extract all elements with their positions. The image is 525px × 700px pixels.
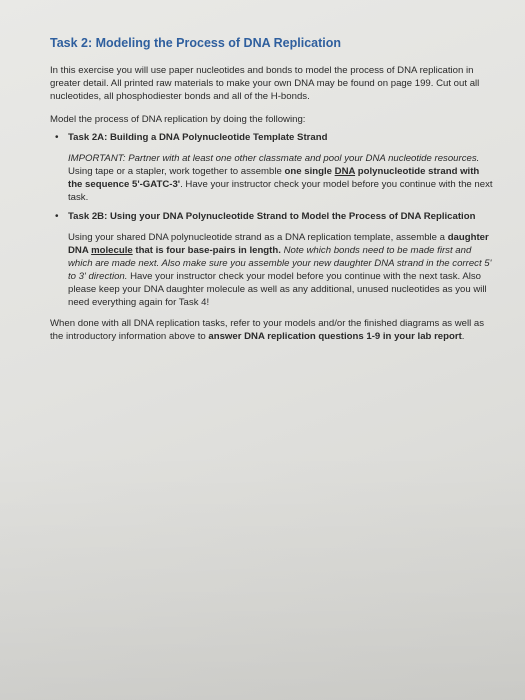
closing-bold: answer DNA replication questions 1-9 in your lab report — [208, 331, 462, 342]
closing-text-1: When done with all DNA replication tasks, refer to your models and/or the finished diagrams as well as the introductory information above to — [50, 318, 485, 342]
task-2b-heading: Task 2B: Using your DNA Polynucleotide Strand to Model the Process of DNA Replication — [68, 211, 476, 222]
intro-paragraph: In this exercise you will use paper nucleotides and bonds to model the process of DNA replication in greater detail. All printed raw materials to make your own DNA may be found on page 199. Cut out all nucleotides, all phosphodiester bonds and all of the H-bonds. — [50, 65, 480, 102]
task-2a-bold-2: polynucleotide strand with the sequence 5'-GATC-3' — [68, 166, 480, 190]
task-2a-text-1: Using tape or a stapler, work together to assemble — [68, 166, 285, 177]
lead-sentence: Model the process of DNA replication by doing the following: — [50, 114, 306, 125]
task-2b-text-2: Have your instructor check your model before you continue with the next task. Also please keep your DNA daughter molecule as well as any additional, unused nucleotides as you will need everything again for Task 4! — [68, 271, 487, 308]
task-2a-body — [68, 152, 495, 204]
task-2b-bold-underline: molecule — [91, 245, 133, 256]
task-2b-italic: Note which bonds need to be made first and which are made next. Also make sure you assemble your new daughter DNA strand in the correct 5' to 3' direction. — [68, 245, 492, 282]
task-2a-text-2: . Have your instructor check your model before you continue with the next task. — [68, 179, 493, 203]
task-2b-bold-2: that is four base-pairs in length. — [132, 245, 281, 256]
task-2a — [50, 131, 495, 204]
page-title: Task 2: Modeling the Process of DNA Replication — [50, 36, 342, 50]
closing-paragraph — [50, 317, 495, 343]
bullet-icon: • — [55, 132, 59, 143]
bullet-icon: • — [55, 211, 59, 222]
task-2b — [50, 210, 495, 309]
task-2a-bold-underline: DNA — [334, 166, 356, 177]
task-2b-text-1: Using your shared DNA polynucleotide strand as a DNA replication template, assemble a — [68, 232, 448, 243]
task-2a-bold-1: one single — [284, 166, 335, 177]
task-list — [50, 131, 495, 309]
task-2a-heading: Task 2A: Building a DNA Polynucleotide Template Strand — [68, 132, 328, 143]
important-note: IMPORTANT: Partner with at least one other classmate and pool your DNA nucleotide resources. — [68, 153, 480, 164]
task-2b-body — [68, 231, 495, 309]
closing-text-2: . — [461, 331, 465, 342]
task-2b-bold-1: daughter DNA — [68, 232, 489, 256]
